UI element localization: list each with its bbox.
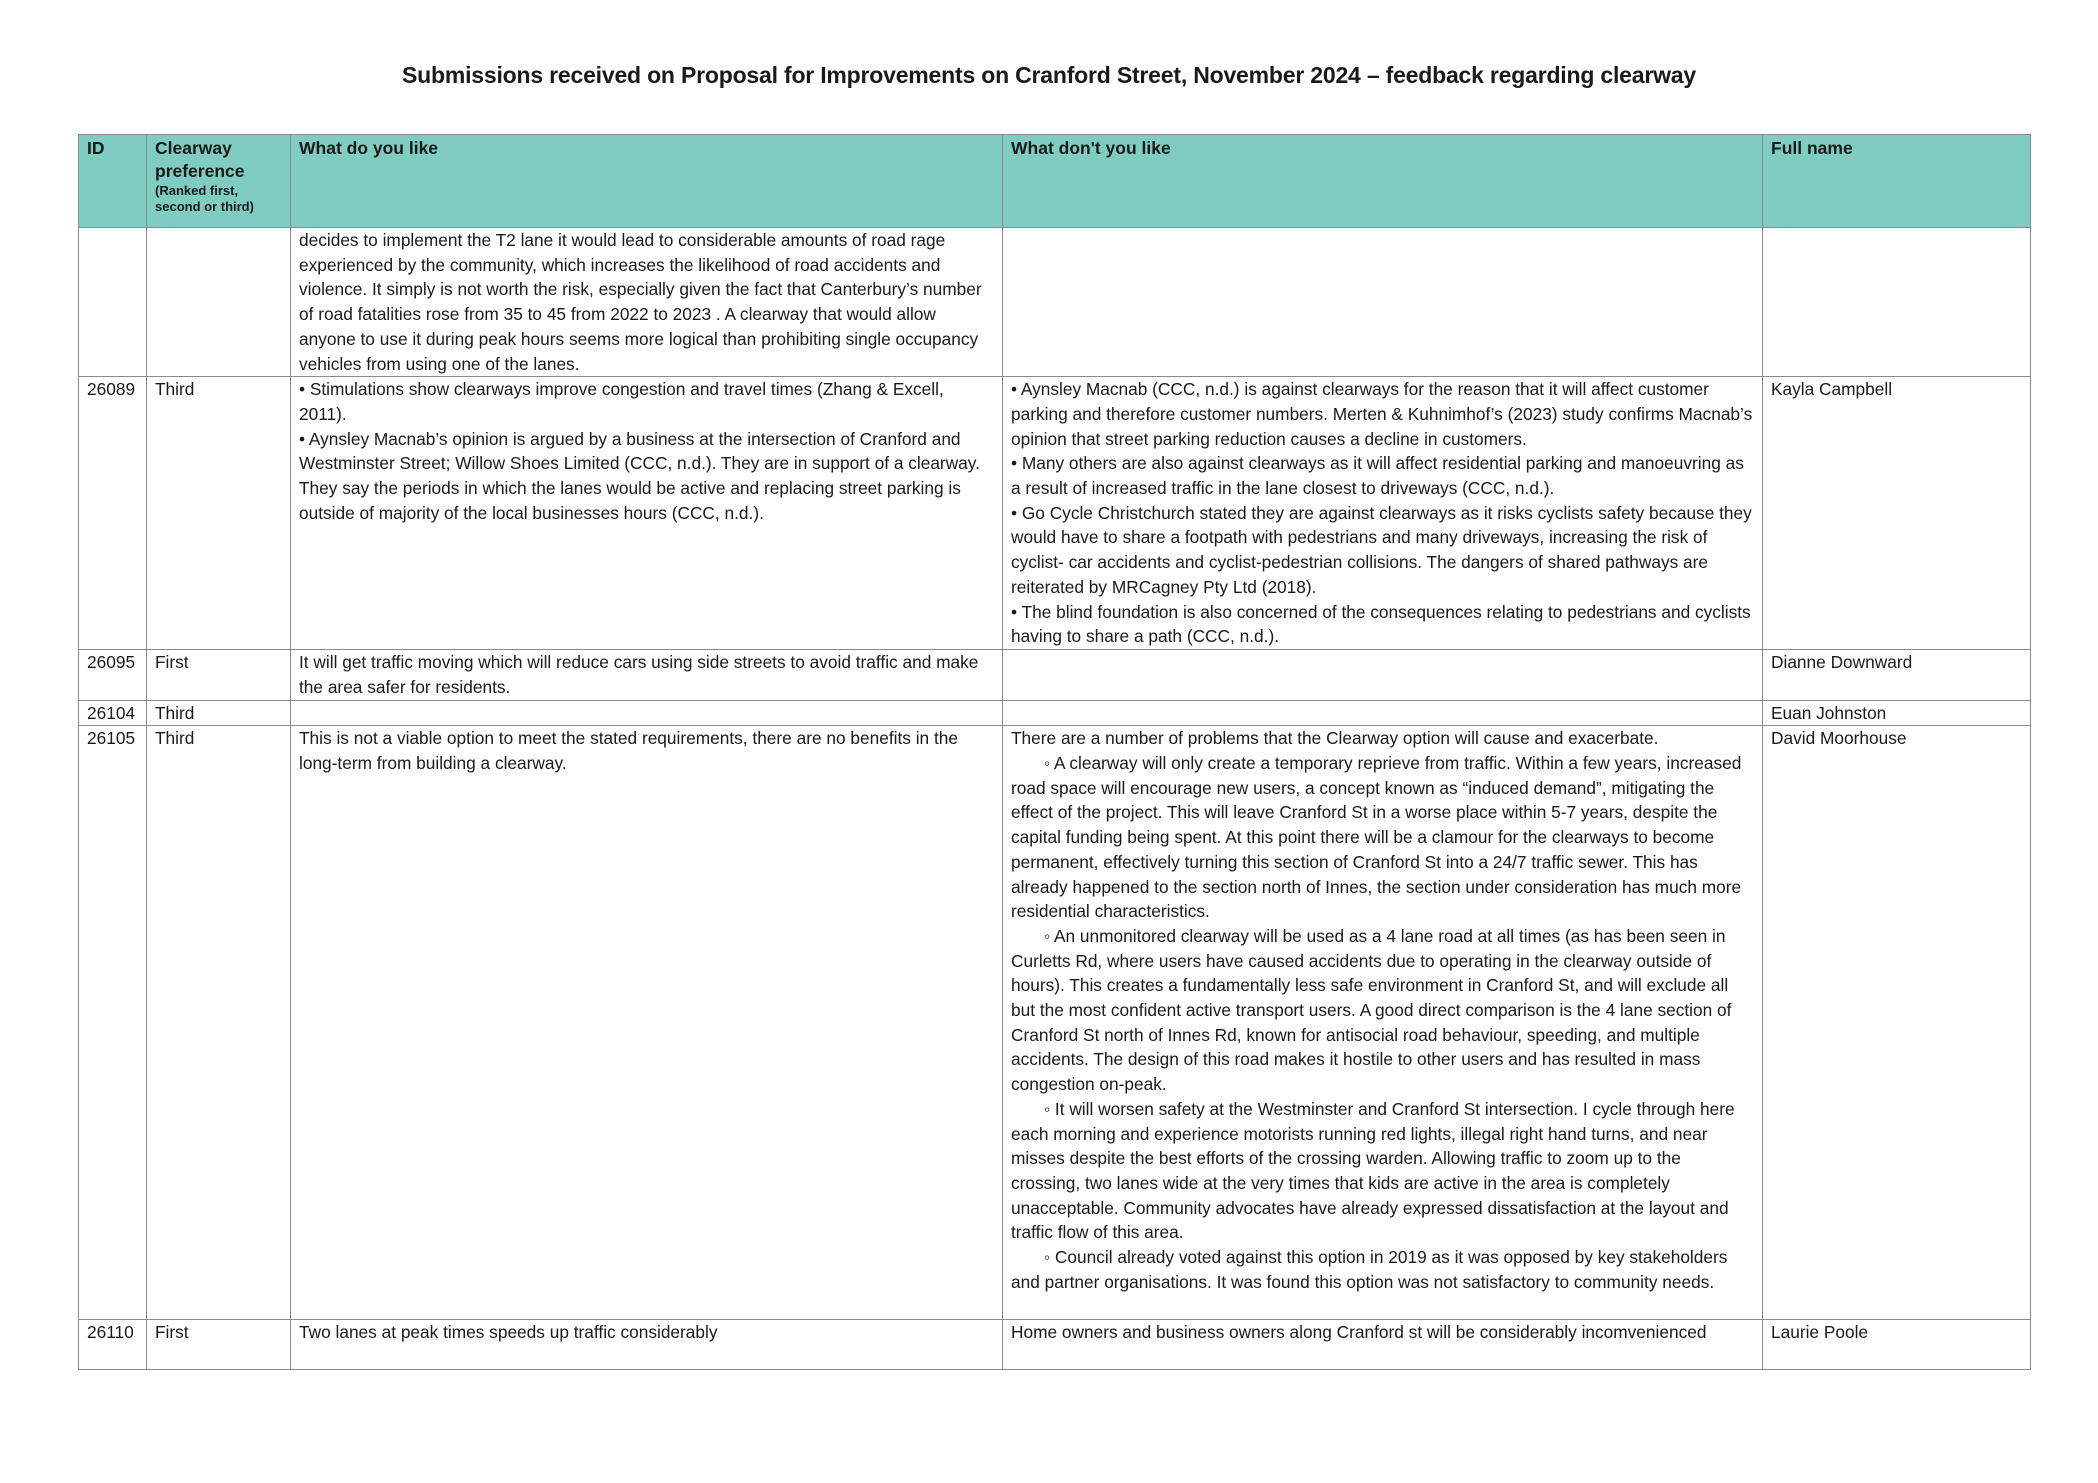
cell-id: 26105 [79, 726, 147, 1320]
cell-preference: Third [147, 377, 291, 650]
header-clearway-preference [147, 135, 291, 228]
header-preference-note: (Ranked first, second or third) [155, 183, 254, 214]
cell-dislike [1003, 228, 1763, 377]
cell-like: decides to implement the T2 lane it would lead to considerable amounts of road rage experienced by the community, which increases the likelihood of road accidents and violence. It simply is not worth the risk, especially given the fact that Canterbury’s number of road fatalities rose from 35 to 45 from 2022 to 2023 . A clearway that would allow anyone to use it during peak hours seems more logical than prohibiting single occupancy vehicles from using one of the lanes. [291, 228, 1003, 377]
cell-dislike [1003, 726, 1763, 1320]
cell-name [1763, 228, 2031, 377]
table-row [79, 726, 2031, 1320]
header-what-you-dont-like: What don't you like [1003, 135, 1763, 228]
cell-preference: First [147, 1320, 291, 1370]
cell-name: Euan Johnston [1763, 700, 2031, 726]
table-row [79, 228, 2031, 377]
cell-preference [147, 228, 291, 377]
cell-like: It will get traffic moving which will reduce cars using side streets to avoid traffic and make the area safer for residents. [291, 650, 1003, 700]
cell-id: 26095 [79, 650, 147, 700]
cell-id: 26104 [79, 700, 147, 726]
header-id: ID [79, 135, 147, 228]
table-header-row [79, 135, 2031, 228]
dislike-point: ◦ It will worsen safety at the Westminster and Cranford St intersection. I cycle through here each morning and experience motorists running red lights, illegal right hand turns, and near misses despite the best efforts of the crossing warden. Allowing traffic to zoom up to the crossing, two lanes wide at the very times that kids are active in the area is completely unacceptable. Community advocates have already expressed dissatisfaction at the layout and traffic flow of this area. [1011, 1098, 1735, 1243]
page-title: Submissions received on Proposal for Improvements on Cranford Street, November 2024 – feedback regarding clearway [402, 62, 1696, 88]
cell-preference: First [147, 650, 291, 700]
cell-dislike [1003, 700, 1763, 726]
table-row [79, 377, 2031, 650]
cell-like: Two lanes at peak times speeds up traffic considerably [291, 1320, 1003, 1370]
cell-preference: Third [147, 726, 291, 1320]
cell-like: • Stimulations show clearways improve congestion and travel times (Zhang & Excell, 2011). • Aynsley Macnab’s opinion is argued by a business at the intersection of Cranford and Westminster Street; Willow Shoes Limited (CCC, n.d.). They are in support of a clearway. They say the periods in which the lanes would be active and replacing street parking is outside of majority of the local businesses hours (CCC, n.d.). [291, 377, 1003, 650]
table-row [79, 650, 2031, 700]
header-preference-label: Clearway preference [155, 138, 245, 181]
dislike-point: ◦ An unmonitored clearway will be used as a 4 lane road at all times (as has been seen in Curletts Rd, where users have caused accidents due to operating in the clearway outside of hours). This creates a fundamentally less safe environment in Cranford St, and will exclude all but the most confident active transport users. A good direct comparison is the 4 lane section of Cranford St north of Innes Rd, known for antisocial road behaviour, speeding, and multiple accidents. The design of this road makes it hostile to other users and has resulted in mass congestion on-peak. [1011, 925, 1732, 1095]
cell-dislike: • Aynsley Macnab (CCC, n.d.) is against clearways for the reason that it will affect customer parking and therefore customer numbers. Merten & Kuhnimhof’s (2023) study confirms Macnab’s opinion that street parking reduction causes a decline in customers. • Many others are also against clearways as it will affect residential parking and manoeuvring as a result of increased traffic in the lane closest to driveways (CCC, n.d.). • Go Cycle Christchurch stated they are against clearways as it risks cyclists safety because they would have to share a footpath with pedestrians and many driveways, increasing the risk of cyclist- car accidents and cyclist-pedestrian collisions. The dangers of shared pathways are reiterated by MRCagney Pty Ltd (2018). • The blind foundation is also concerned of the consequences relating to pedestrians and cyclists having to share a path (CCC, n.d.). [1003, 377, 1763, 650]
cell-name: Dianne Downward [1763, 650, 2031, 700]
cell-id: 26110 [79, 1320, 147, 1370]
cell-name: David Moorhouse [1763, 726, 2031, 1320]
cell-like [291, 700, 1003, 726]
dislike-intro: There are a number of problems that the Clearway option will cause and exacerbate. [1011, 728, 1659, 749]
cell-name: Laurie Poole [1763, 1320, 2031, 1370]
table-row [79, 700, 2031, 726]
cell-name: Kayla Campbell [1763, 377, 2031, 650]
cell-id [79, 228, 147, 377]
cell-dislike: Home owners and business owners along Cranford st will be considerably incomvenienced [1003, 1320, 1763, 1370]
submissions-table [78, 134, 2031, 1370]
header-what-you-like: What do you like [291, 135, 1003, 228]
cell-like: This is not a viable option to meet the stated requirements, there are no benefits in the long-term from building a clearway. [291, 726, 1003, 1320]
dislike-point: ◦ A clearway will only create a temporary reprieve from traffic. Within a few years, increased road space will encourage new users, a concept known as “induced demand”, mitigating the effect of the project. This will leave Cranford St in a worse place within 5-7 years, despite the capital funding being spent. At this point there will be a clamour for the clearways to become permanent, effectively turning this section of Cranford St into a 24/7 traffic sewer. This has already happened to the section north of Innes, the section under consideration has much more residential characteristics. [1011, 753, 1742, 922]
table-row [79, 1320, 2031, 1370]
cell-preference: Third [147, 700, 291, 726]
cell-dislike [1003, 650, 1763, 700]
header-full-name: Full name [1763, 135, 2031, 228]
cell-id: 26089 [79, 377, 147, 650]
dislike-point: ◦ Council already voted against this option in 2019 as it was opposed by key stakeholders and partner organisations. It was found this option was not satisfactory to community needs. [1011, 1247, 1728, 1292]
